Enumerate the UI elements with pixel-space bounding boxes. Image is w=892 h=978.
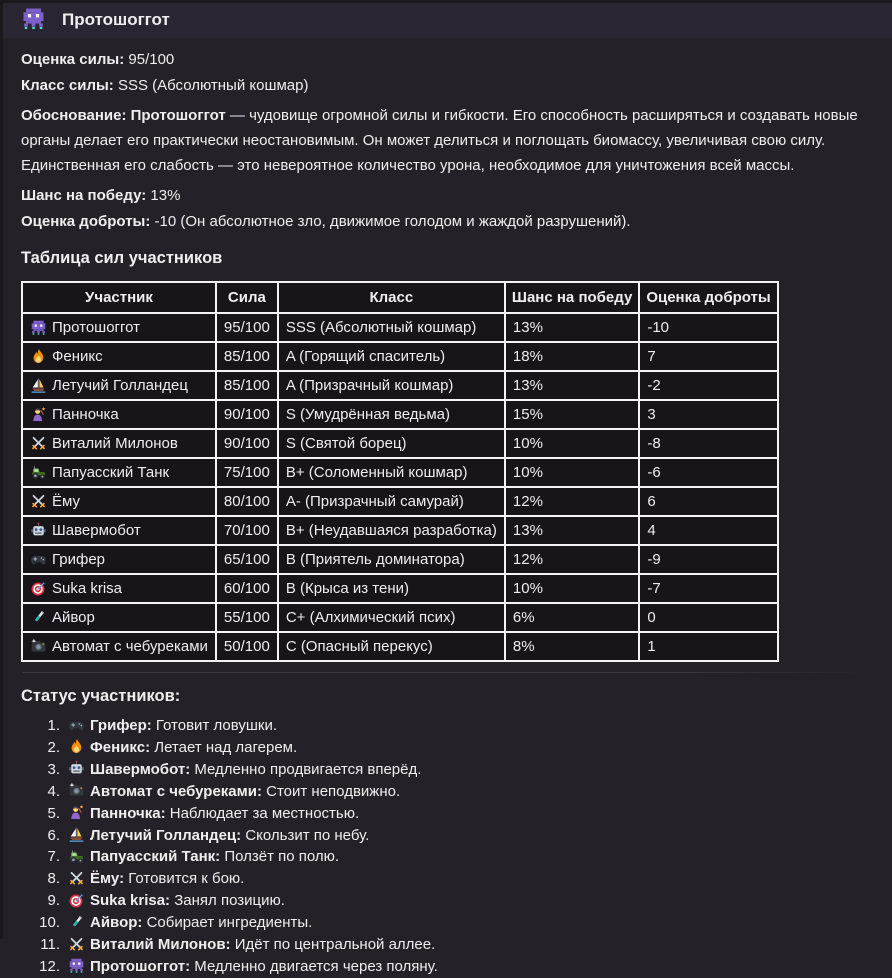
status-item-text: Занял позицию. xyxy=(170,892,285,910)
power-rating-label: Оценка силы: xyxy=(21,51,125,68)
table-header-row xyxy=(22,282,778,313)
table-row xyxy=(22,487,778,516)
cell-kindness: 1 xyxy=(639,632,777,661)
title-bar xyxy=(3,3,892,38)
test-tube-icon xyxy=(68,912,85,934)
status-item-name: Suka krisa: xyxy=(90,892,171,910)
cell-kindness: 3 xyxy=(639,400,777,429)
justification-label: Обоснование: Протошоггот xyxy=(21,107,226,124)
status-item xyxy=(33,934,868,956)
cell-participant: Летучий Голландец xyxy=(22,371,216,400)
table-row xyxy=(22,574,778,603)
win-chance-value: 13% xyxy=(146,187,181,204)
table-title: Таблица сил участников xyxy=(21,249,223,267)
cell-participant: Suka krisa xyxy=(22,574,216,603)
status-item-text: Ползёт по полю. xyxy=(220,848,340,866)
cell-power: 55/100 xyxy=(216,603,278,632)
table-row xyxy=(22,632,778,661)
status-item xyxy=(33,956,868,978)
section-divider xyxy=(23,672,868,673)
cell-win-chance: 8% xyxy=(505,632,639,661)
status-item xyxy=(33,737,868,759)
cell-win-chance: 10% xyxy=(505,429,639,458)
cell-class: SSS (Абсолютный кошмар) xyxy=(278,313,505,342)
tractor-icon xyxy=(30,462,47,483)
cell-participant: Феникс xyxy=(22,342,216,371)
alien-monster-icon xyxy=(68,956,85,978)
alien-monster-icon xyxy=(30,317,47,338)
power-class-label: Класс силы: xyxy=(21,77,114,94)
cell-win-chance: 18% xyxy=(505,342,639,371)
cell-kindness: -7 xyxy=(639,574,777,603)
cell-class: S (Умудрённая ведьма) xyxy=(278,400,505,429)
mage-icon xyxy=(30,404,47,425)
cell-class: B+ (Неудавшаяся разработка) xyxy=(278,516,505,545)
sailboat-icon xyxy=(68,825,85,847)
sailboat-icon xyxy=(30,375,47,396)
cell-win-chance: 10% xyxy=(505,574,639,603)
cell-participant: Айвор xyxy=(22,603,216,632)
col-header-power: Сила xyxy=(216,282,278,313)
cell-win-chance: 10% xyxy=(505,458,639,487)
document-body xyxy=(3,38,892,978)
status-list xyxy=(21,715,868,978)
crossed-swords-icon xyxy=(30,433,47,454)
table-row xyxy=(22,400,778,429)
status-item-text: Наблюдает за местностью. xyxy=(165,804,360,822)
status-item-number: 11. xyxy=(40,936,60,954)
cell-class: B+ (Соломенный кошмар) xyxy=(278,458,505,487)
status-item-text: Медленно двигается через поляну. xyxy=(190,957,438,975)
cell-win-chance: 13% xyxy=(505,516,639,545)
status-item-text: Стоит неподвижно. xyxy=(261,782,401,800)
cell-class: C (Опасный перекус) xyxy=(278,632,505,661)
cell-power: 70/100 xyxy=(216,516,278,545)
justification-paragraph xyxy=(21,103,868,178)
table-row xyxy=(22,458,778,487)
status-item xyxy=(33,715,868,737)
cell-power: 90/100 xyxy=(216,400,278,429)
cell-kindness: -8 xyxy=(639,429,777,458)
cell-kindness: 4 xyxy=(639,516,777,545)
status-item-number: 10. xyxy=(39,914,60,932)
crossed-swords-icon xyxy=(30,491,47,512)
kindness-label: Оценка доброты: xyxy=(21,213,151,230)
test-tube-icon xyxy=(30,607,47,628)
cell-participant: Шавермобот xyxy=(22,516,216,545)
dart-target-icon xyxy=(68,890,85,912)
status-item-name: Ёму: xyxy=(90,870,125,888)
robot-icon xyxy=(68,759,85,781)
cell-power: 75/100 xyxy=(216,458,278,487)
crossed-swords-icon xyxy=(68,868,85,890)
table-row xyxy=(22,545,778,574)
cell-win-chance: 15% xyxy=(505,400,639,429)
fire-icon xyxy=(30,346,47,367)
power-class-line xyxy=(21,73,868,99)
cell-power: 50/100 xyxy=(216,632,278,661)
status-item-number: 4. xyxy=(47,782,60,800)
status-item-name: Айвор: xyxy=(90,914,143,932)
cell-power: 60/100 xyxy=(216,574,278,603)
cell-win-chance: 12% xyxy=(505,545,639,574)
table-row xyxy=(22,603,778,632)
game-controller-icon xyxy=(68,715,85,737)
cell-kindness: -2 xyxy=(639,371,777,400)
cell-class: C+ (Алхимический псих) xyxy=(278,603,505,632)
cell-win-chance: 13% xyxy=(505,371,639,400)
page-title: Протошоггот xyxy=(62,10,170,29)
status-item-number: 5. xyxy=(47,804,60,822)
cell-participant: Автомат с чебуреками xyxy=(22,632,216,661)
status-item xyxy=(33,781,868,803)
status-item-number: 8. xyxy=(47,870,60,888)
status-item-text: Готовится к бою. xyxy=(124,870,245,888)
fire-icon xyxy=(68,737,85,759)
status-item-number: 1. xyxy=(47,717,60,734)
cell-win-chance: 12% xyxy=(505,487,639,516)
status-item-name: Автомат с чебуреками: xyxy=(90,782,262,800)
cell-power: 90/100 xyxy=(216,429,278,458)
status-item-name: Грифер: xyxy=(90,717,152,734)
status-item-name: Виталий Милонов: xyxy=(90,936,231,954)
status-item-name: Шавермобот: xyxy=(90,760,191,778)
status-item xyxy=(33,803,868,825)
kindness-line xyxy=(21,209,868,235)
game-controller-icon xyxy=(30,549,47,570)
status-item-text: Медленно продвигается вперёд. xyxy=(190,760,422,778)
robot-icon xyxy=(30,520,47,541)
table-row xyxy=(22,516,778,545)
cell-win-chance: 6% xyxy=(505,603,639,632)
status-item-number: 3. xyxy=(47,760,60,778)
status-item xyxy=(33,868,868,890)
cell-kindness: -10 xyxy=(639,313,777,342)
crossed-swords-icon xyxy=(68,934,85,956)
cell-participant: Протошоггот xyxy=(22,313,216,342)
cell-class: A (Горящий спаситель) xyxy=(278,342,505,371)
power-class-value: SSS (Абсолютный кошмар) xyxy=(113,77,309,94)
kindness-value: -10 (Он абсолютное зло, движимое голодом и жаждой разрушений). xyxy=(150,213,631,230)
status-title: Статус участников: xyxy=(21,687,181,705)
cell-power: 80/100 xyxy=(216,487,278,516)
cell-win-chance: 13% xyxy=(505,313,639,342)
alien-monster-icon xyxy=(21,6,46,34)
cell-kindness: 7 xyxy=(639,342,777,371)
cell-participant: Панночка xyxy=(22,400,216,429)
cell-kindness: -9 xyxy=(639,545,777,574)
power-rating-line xyxy=(21,47,868,73)
status-item-name: Феникс: xyxy=(90,738,151,756)
col-header-kindness: Оценка доброты xyxy=(639,282,777,313)
status-item-text: Собирает ингредиенты. xyxy=(142,914,313,932)
status-item-number: 2. xyxy=(47,738,60,756)
status-item-text: Готовит ловушки. xyxy=(151,717,278,734)
tractor-icon xyxy=(68,846,85,868)
status-item-text: Идёт по центральной аллее. xyxy=(230,936,436,954)
win-chance-line xyxy=(21,183,868,209)
table-row xyxy=(22,429,778,458)
table-row xyxy=(22,342,778,371)
col-header-participant: Участник xyxy=(22,282,216,313)
cell-participant: Папуасский Танк xyxy=(22,458,216,487)
status-item xyxy=(33,912,868,934)
cell-class: B (Крыса из тени) xyxy=(278,574,505,603)
camera-flash-icon xyxy=(30,636,47,657)
cell-participant: Грифер xyxy=(22,545,216,574)
status-item xyxy=(33,890,868,912)
cell-kindness: 6 xyxy=(639,487,777,516)
power-rating-value: 95/100 xyxy=(124,51,175,68)
table-row xyxy=(22,371,778,400)
cell-power: 95/100 xyxy=(216,313,278,342)
status-item-name: Панночка: xyxy=(90,804,166,822)
col-header-win-chance: Шанс на победу xyxy=(505,282,639,313)
table-row xyxy=(22,313,778,342)
status-item-name: Папуасский Танк: xyxy=(90,848,221,866)
cell-participant: Ёму xyxy=(22,487,216,516)
status-item xyxy=(33,825,868,847)
dart-target-icon xyxy=(30,578,47,599)
cell-kindness: -6 xyxy=(639,458,777,487)
status-item-text: Летает над лагерем. xyxy=(150,738,298,756)
status-item xyxy=(33,759,868,781)
camera-flash-icon xyxy=(68,781,85,803)
mage-icon xyxy=(68,803,85,825)
cell-power: 85/100 xyxy=(216,371,278,400)
cell-class: A- (Призрачный самурай) xyxy=(278,487,505,516)
status-item xyxy=(33,846,868,868)
status-item-number: 9. xyxy=(47,892,60,910)
status-item-text: Скользит по небу. xyxy=(241,826,370,844)
cell-power: 65/100 xyxy=(216,545,278,574)
cell-kindness: 0 xyxy=(639,603,777,632)
justification-text: — чудовище огромной силы и гибкости. Его способность расширяться и создавать новые органы делает его практически неостановимым. Он может делиться и поглощать биомассу, увеличивая свою силу. Единственная его слабость — это невероятное количество урона, необходимое для уничтожения всей массы. xyxy=(21,107,862,174)
status-item-name: Протошоггот: xyxy=(90,957,191,975)
cell-power: 85/100 xyxy=(216,342,278,371)
cell-class: S (Святой борец) xyxy=(278,429,505,458)
power-table xyxy=(21,281,779,662)
cell-participant: Виталий Милонов xyxy=(22,429,216,458)
cell-class: A (Призрачный кошмар) xyxy=(278,371,505,400)
status-item-number: 7. xyxy=(47,848,60,866)
status-item-number: 12. xyxy=(39,957,60,975)
status-item-name: Летучий Голландец: xyxy=(90,826,242,844)
col-header-class: Класс xyxy=(278,282,505,313)
cell-class: B (Приятель доминатора) xyxy=(278,545,505,574)
status-item-number: 6. xyxy=(47,826,60,844)
win-chance-label: Шанс на победу: xyxy=(21,187,147,204)
